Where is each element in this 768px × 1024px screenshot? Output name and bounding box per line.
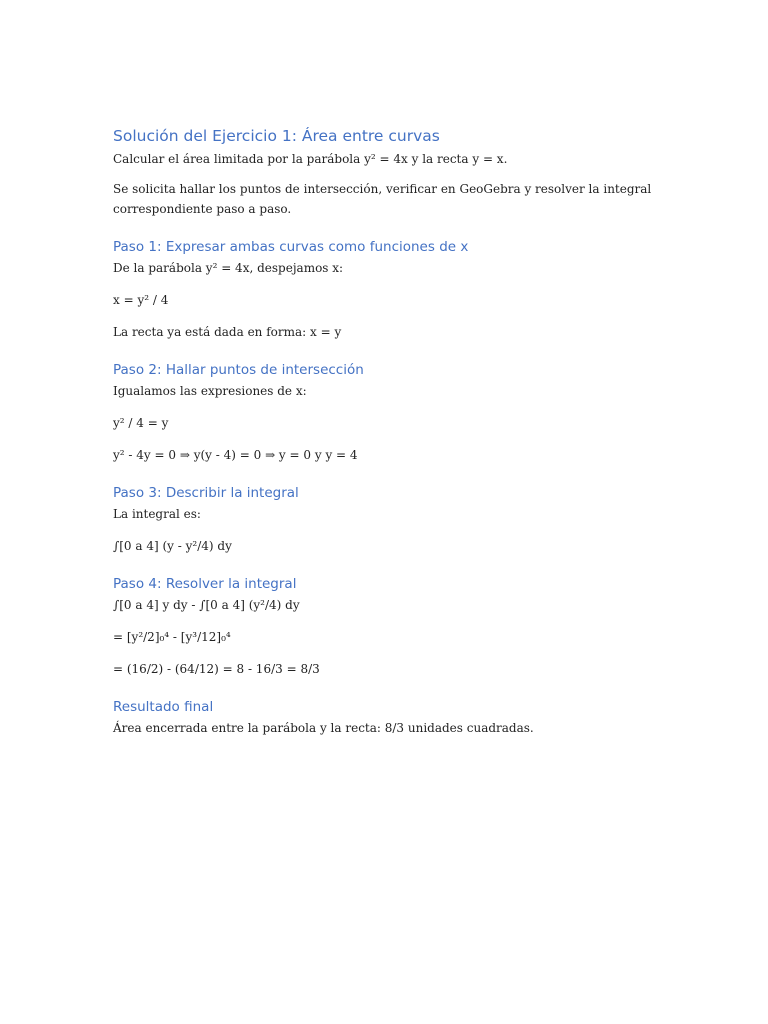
step-1 <box>113 237 673 342</box>
step-line: = [y²/2]₀⁴ - [y³/12]₀⁴ <box>113 630 231 644</box>
step-2 <box>113 360 673 465</box>
step-heading: Paso 1: Expresar ambas curvas como funciones de x <box>113 239 469 255</box>
step-3 <box>113 483 673 556</box>
document-page <box>113 124 673 738</box>
step-line: De la parábola y² = 4x, despejamos x: <box>113 261 344 275</box>
step-line: Igualamos las expresiones de x: <box>113 384 307 398</box>
step-line: y² - 4y = 0 ⇒ y(y - 4) = 0 ⇒ y = 0 y y = 4 <box>113 448 358 462</box>
step-4 <box>113 574 673 679</box>
document-title: Solución del Ejercicio 1: Área entre curvas <box>113 127 440 145</box>
step-heading: Paso 4: Resolver la integral <box>113 576 297 592</box>
step-line: ∫[0 a 4] (y - y²/4) dy <box>113 539 232 553</box>
step-line: y² / 4 = y <box>113 416 169 430</box>
step-heading: Paso 3: Describir la integral <box>113 485 299 501</box>
final-result <box>113 697 673 738</box>
intro-statement: Calcular el área limitada por la parábola y² = 4x y la recta y = x. <box>113 152 508 166</box>
result-line: Área encerrada entre la parábola y la recta: 8/3 unidades cuadradas. <box>113 721 534 735</box>
step-line: ∫[0 a 4] y dy - ∫[0 a 4] (y²/4) dy <box>113 598 300 612</box>
step-line: La integral es: <box>113 507 201 521</box>
step-heading: Resultado final <box>113 699 214 715</box>
intro-instructions: Se solicita hallar los puntos de intersección, verificar en GeoGebra y resolver la integral correspondiente paso a paso. <box>113 182 652 216</box>
step-line: = (16/2) - (64/12) = 8 - 16/3 = 8/3 <box>113 662 320 676</box>
step-line: La recta ya está dada en forma: x = y <box>113 325 342 339</box>
step-line: x = y² / 4 <box>113 293 169 307</box>
step-heading: Paso 2: Hallar puntos de intersección <box>113 362 364 378</box>
